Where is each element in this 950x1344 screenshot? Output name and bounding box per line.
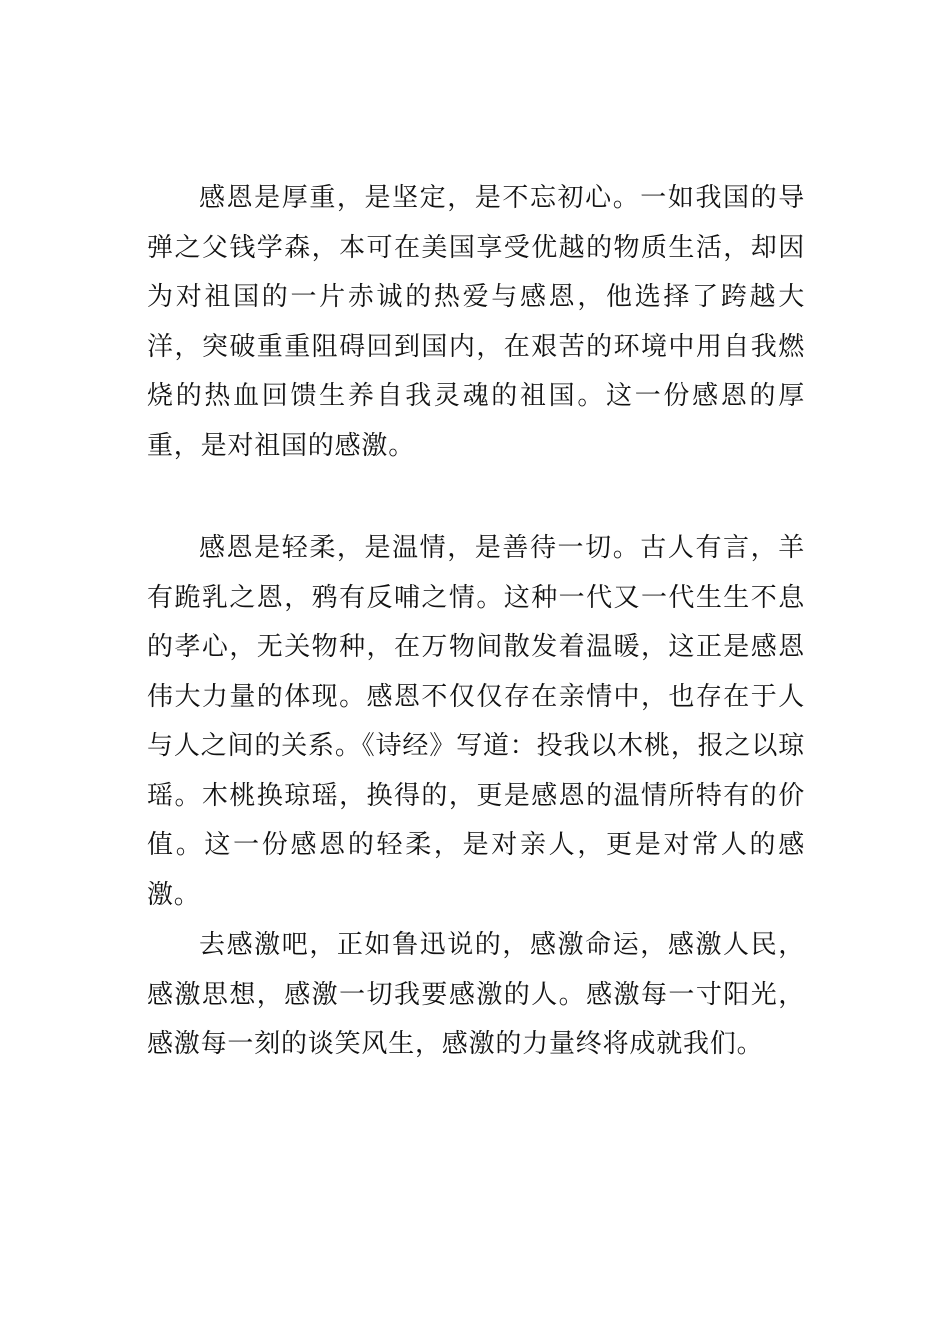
paragraph-go-be-grateful: 去感激吧，正如鲁迅说的，感激命运，感激人民，感激思想，感激一切我要感激的人。感激每一寸阳光，感激每一刻的谈笑风生，感激的力量终将成就我们。 <box>147 930 805 1059</box>
paragraph-gratitude-weight: 感恩是厚重，是坚定，是不忘初心。一如我国的导弹之父钱学森，本可在美国享受优越的物质生活，却因为对祖国的一片赤诚的热爱与感恩，他选择了跨越大洋，突破重重阻碍回到国内，在艰苦的环境中用自我燃烧的热血回馈生养自我灵魂的祖国。这一份感恩的厚重，是对祖国的感激。 <box>147 183 805 461</box>
paragraph-gratitude-gentleness: 感恩是轻柔，是温情，是善待一切。古人有言，羊有跪乳之恩，鸦有反哺之情。这种一代又一代生生不息的孝心，无关物种，在万物间散发着温暖，这正是感恩伟大力量的体现。感恩不仅仅存在亲情中，也存在于人与人之间的关系。《诗经》写道：投我以木桃，报之以琼瑶。木桃换琼瑶，换得的，更是感恩的温情所特有的价值。这一份感恩的轻柔，是对亲人，更是对常人的感激。 <box>147 533 805 910</box>
